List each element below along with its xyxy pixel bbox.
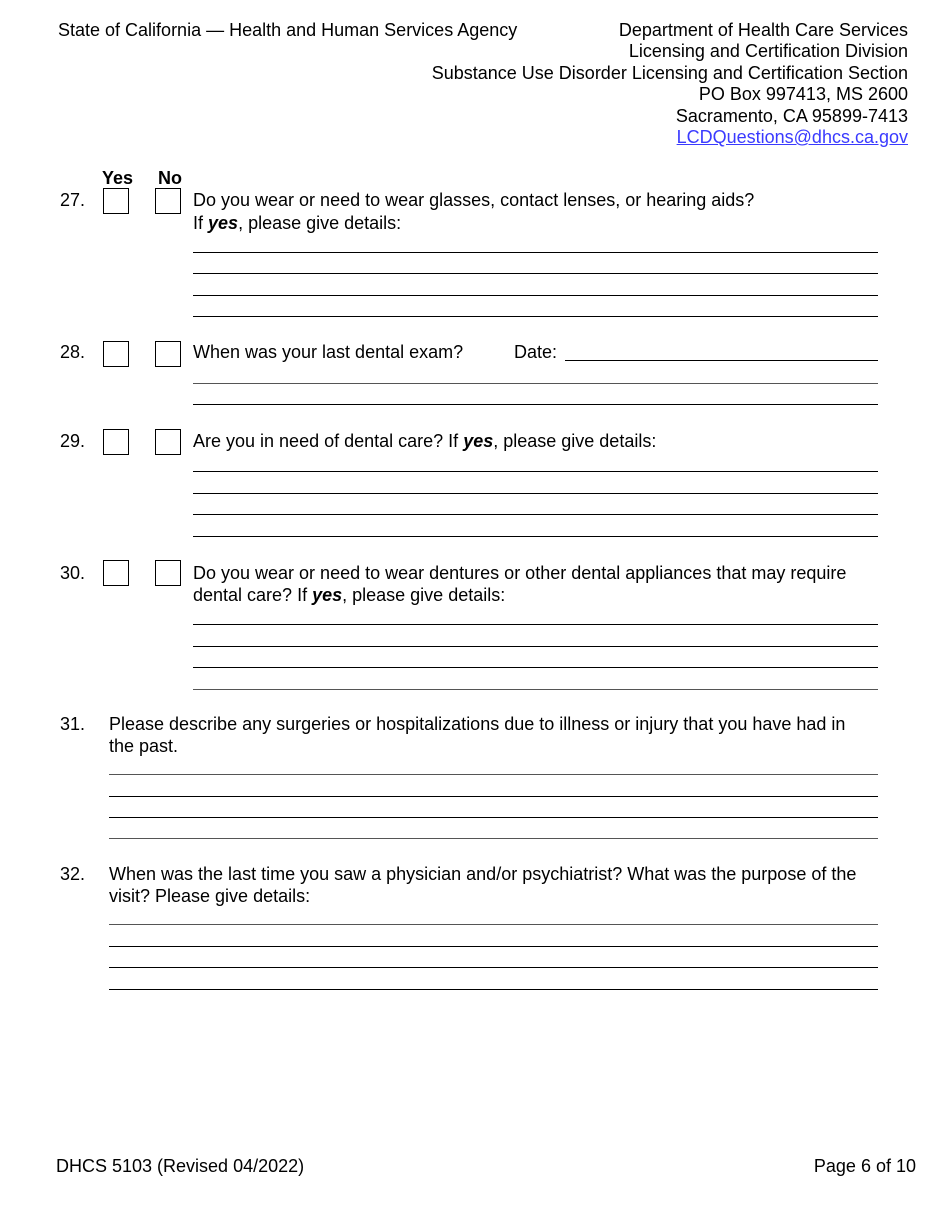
- city-state-zip: Sacramento, CA 95899-7413: [675, 106, 908, 126]
- q30-answer-line[interactable]: [193, 646, 878, 647]
- division-name: Licensing and Certification Division: [628, 41, 908, 61]
- q31-answer-line[interactable]: [109, 817, 878, 818]
- question-30-number: 30.: [60, 563, 86, 583]
- q31-answer-line[interactable]: [109, 838, 878, 839]
- question-32-text: When was the last time you saw a physician and/or psychiatrist? What was the purpose of the: [109, 864, 857, 884]
- q29-yes-checkbox[interactable]: [103, 429, 129, 455]
- q29-answer-line[interactable]: [193, 536, 878, 537]
- agency-name: State of California — Health and Human Services Agency: [58, 20, 518, 40]
- question-29-text: Are you in need of dental care? If yes, please give details:: [193, 431, 657, 451]
- q29-answer-line[interactable]: [193, 471, 878, 472]
- q28-no-checkbox[interactable]: [155, 341, 181, 367]
- q30-answer-line[interactable]: [193, 667, 878, 668]
- question-29-number: 29.: [60, 431, 86, 451]
- q27-yes-checkbox[interactable]: [103, 188, 129, 214]
- q28-answer-line[interactable]: [193, 383, 878, 384]
- q30-no-checkbox[interactable]: [155, 560, 181, 586]
- q27-no-checkbox[interactable]: [155, 188, 181, 214]
- q31-answer-line[interactable]: [109, 774, 878, 775]
- q32-answer-line[interactable]: [109, 989, 878, 990]
- page-number: Page 6 of 10: [813, 1156, 916, 1176]
- q29-answer-line[interactable]: [193, 514, 878, 515]
- q28-date-label: Date:: [514, 342, 558, 362]
- q31-answer-line[interactable]: [109, 796, 878, 797]
- question-31-number: 31.: [60, 714, 86, 734]
- q30-answer-line[interactable]: [193, 689, 878, 690]
- question-32-number: 32.: [60, 864, 86, 884]
- question-27-followup: If yes, please give details:: [193, 213, 402, 233]
- q32-answer-line[interactable]: [109, 946, 878, 947]
- question-30-text: Do you wear or need to wear dentures or other dental appliances that may require: [193, 563, 847, 583]
- q27-answer-line[interactable]: [193, 295, 878, 296]
- po-box: PO Box 997413, MS 2600: [698, 84, 908, 104]
- question-27-text: Do you wear or need to wear glasses, contact lenses, or hearing aids?: [193, 190, 755, 210]
- question-28-number: 28.: [60, 342, 86, 362]
- q28-yes-checkbox[interactable]: [103, 341, 129, 367]
- q32-answer-line[interactable]: [109, 924, 878, 925]
- q28-answer-line[interactable]: [193, 404, 878, 405]
- q27-answer-line[interactable]: [193, 273, 878, 274]
- yes-column-header: Yes: [102, 168, 134, 188]
- q28-date-field[interactable]: [565, 360, 878, 361]
- contact-email-link[interactable]: LCDQuestions@dhcs.ca.gov: [676, 127, 908, 147]
- q27-answer-line[interactable]: [193, 252, 878, 253]
- q30-answer-line[interactable]: [193, 624, 878, 625]
- question-30-text-continued: dental care? If yes, please give details:: [193, 585, 506, 605]
- question-28-text: When was your last dental exam?: [193, 342, 464, 362]
- q27-answer-line[interactable]: [193, 316, 878, 317]
- q30-yes-checkbox[interactable]: [103, 560, 129, 586]
- question-31-text: Please describe any surgeries or hospitalizations due to illness or injury that you have had in: [109, 714, 846, 734]
- question-27-number: 27.: [60, 190, 86, 210]
- question-31-text-continued: the past.: [109, 736, 179, 756]
- no-column-header: No: [158, 168, 182, 188]
- q32-answer-line[interactable]: [109, 967, 878, 968]
- form-identifier: DHCS 5103 (Revised 04/2022): [56, 1156, 305, 1176]
- section-name: Substance Use Disorder Licensing and Certification Section: [431, 63, 908, 83]
- q29-answer-line[interactable]: [193, 493, 878, 494]
- department-name: Department of Health Care Services: [618, 20, 908, 40]
- question-32-text-continued: visit? Please give details:: [109, 886, 311, 906]
- q29-no-checkbox[interactable]: [155, 429, 181, 455]
